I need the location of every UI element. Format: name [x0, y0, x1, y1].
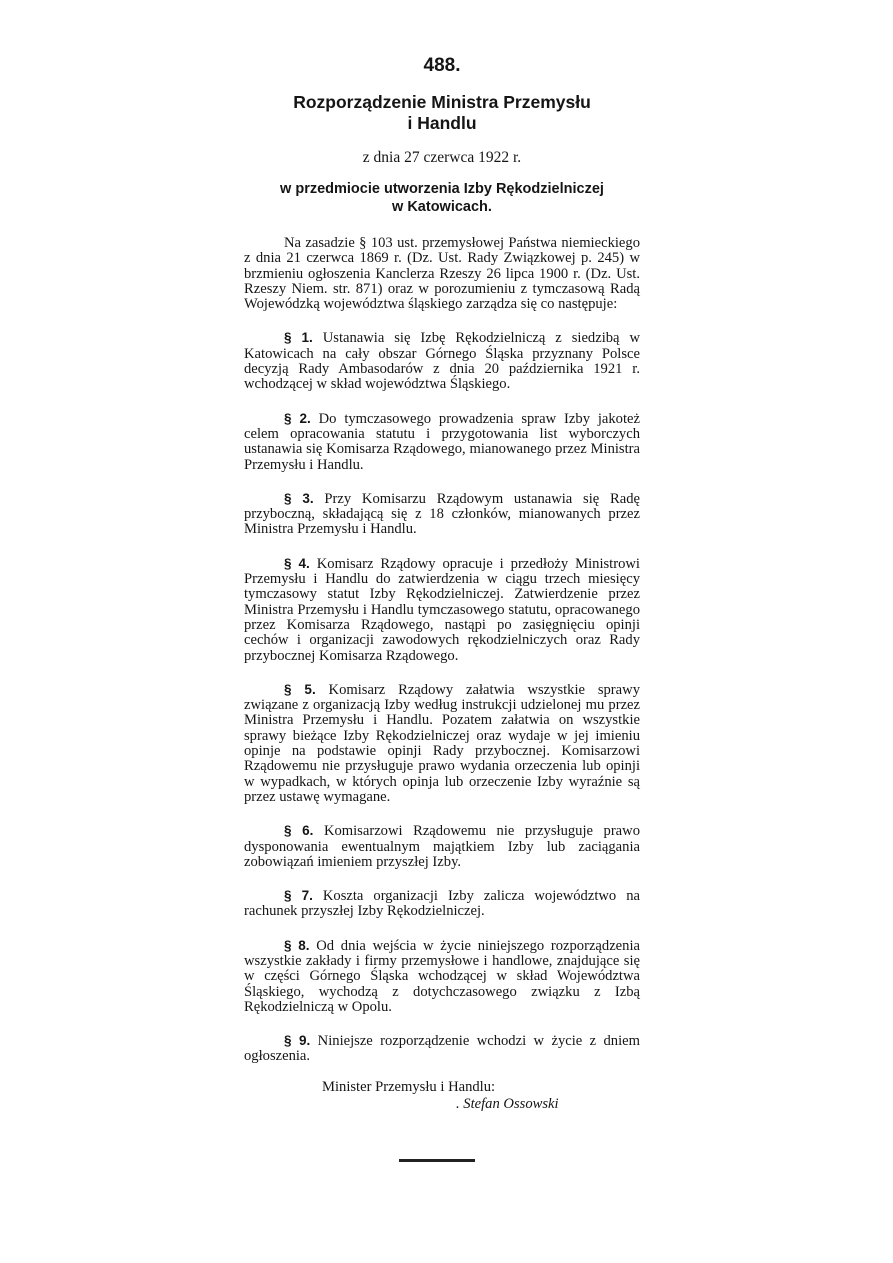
subject-line-2: w Katowicach.	[392, 199, 492, 215]
section-8	[244, 938, 640, 1015]
section-text: Komisarzowi Rządowemu nie przysługuje prawo dysponowania ewentualnym majątkiem Izby lub zaciągania zobowiązań imieniem przyszłej Izby.	[244, 823, 640, 870]
section-text: Niniejsze rozporządzenie wchodzi w życie z dniem ogłoszenia.	[244, 1033, 640, 1065]
section-3	[244, 491, 640, 538]
section-mark: § 9.	[284, 1033, 311, 1049]
section-text: Koszta organizacji Izby zalicza województwo na rachunek przyszłej Izby Rękodzielniczej.	[244, 888, 640, 920]
section-text: Komisarz Rządowy załatwia wszystkie sprawy związane z organizacją Izby według instrukcji udzielonej mu przez Ministra Przemysłu i Handlu. Pozatem załatwia on wszystkie sprawy bieżące Izby Rękodzielniczej oraz wydaje w jej imieniu opinje na podstawie opinji Rady przybocznej. Komisarzowi Rządowemu nie przysługuje prawo wydania orzeczenia lub opinji w wypadkach, w których opinja lub orzeczenie Izby wyraźnie są przez ustawę wymagane.	[244, 681, 640, 805]
section-mark: § 6.	[284, 823, 314, 839]
section-7	[244, 888, 640, 920]
section-mark: § 2.	[284, 410, 311, 426]
page-number: 488.	[423, 55, 461, 76]
section-mark: § 7.	[284, 888, 313, 904]
section-2	[244, 411, 640, 473]
section-mark: § 5.	[284, 681, 316, 697]
section-text: Ustanawia się Izbę Rękodzielniczą z siedzibą w Katowicach na cały obszar Górnego Śląska przyznany Polsce decyzją Rady Ambasodarów z dnia 20 października 1921 r. wchodzącej w skład województwa Śląskiego.	[244, 330, 640, 393]
ordinance-subject	[244, 180, 640, 216]
section-text: Od dnia wejścia w życie niniejszego rozporządzenia wszystkie zakłady i firmy przemysłowe i handlowe, znajdujące się w części Górnego Śląska wchodzącej w skład Województwa Śląskiego, wychodzą z dotychczasowego związku z Izbą Rękodzielniczą w Opolu.	[244, 937, 640, 1015]
preamble-paragraph: Na zasadzie § 103 ust. przemysłowej Państwa niemieckiego z dnia 21 czerwca 1869 r. (Dz. Ust. Rady Związkowej p. 245) w brzmieniu ogłoszenia Kanclerza Rzeszy 26 lipca 1900 r. (Dz. Ust. Rzeszy Niem. str. 871) oraz w porozumieniu z tymczasową Radą Wojewódzką województwa śląskiego zarządza się co następuje:	[244, 235, 640, 313]
section-mark: § 4.	[284, 555, 310, 571]
section-text: Komisarz Rządowy opracuje i przedłoży Ministrowi Przemysłu i Handlu do zatwierdzenia w ciągu trzech miesięcy tymczasowy statut Izby Rękodzielniczej. Zatwierdzenie przez Ministra Przemysłu i Handlu tymczasowego statutu, opracowanego przez Komisarza Rządowego, nastąpi po zasięgnięciu opinji cechów i organizacji zawodowych rękodzielniczych oraz Rady przybocznej Komisarza Rządowego.	[244, 555, 640, 664]
title-line-2: i Handlu	[407, 113, 477, 133]
section-9	[244, 1033, 640, 1065]
signature-name: . Stefan Ossowski	[456, 1095, 559, 1112]
subject-line-1: w przedmiocie utworzenia Izby Rękodzielniczej	[280, 181, 604, 197]
section-mark: § 8.	[284, 937, 310, 953]
section-mark: § 1.	[284, 330, 313, 346]
document-page	[244, 54, 640, 1113]
section-1	[244, 330, 640, 392]
section-4	[244, 556, 640, 664]
signature-role: Minister Przemysłu i Handlu:	[322, 1078, 496, 1095]
section-text: Do tymczasowego prowadzenia spraw Izby jakoteż celem opracowania statutu i przygotowania list wyborczych ustanawia się Komisarza Rządowego, mianowanego przez Ministra Przemysłu i Handlu.	[244, 410, 640, 473]
ordinance-title	[244, 92, 640, 134]
title-line-1: Rozporządzenie Ministra Przemysłu	[293, 92, 591, 112]
section-mark: § 3.	[284, 490, 314, 506]
closing-divider	[399, 1159, 475, 1162]
ordinance-date: z dnia 27 czerwca 1922 r.	[362, 149, 522, 166]
section-6	[244, 823, 640, 870]
section-5	[244, 682, 640, 805]
signature-block	[244, 1079, 640, 1113]
section-text: Przy Komisarzu Rządowym ustanawia się Radę przyboczną, składającą się z 18 członków, mianowanych przez Ministra Przemysłu i Handlu.	[244, 490, 640, 538]
